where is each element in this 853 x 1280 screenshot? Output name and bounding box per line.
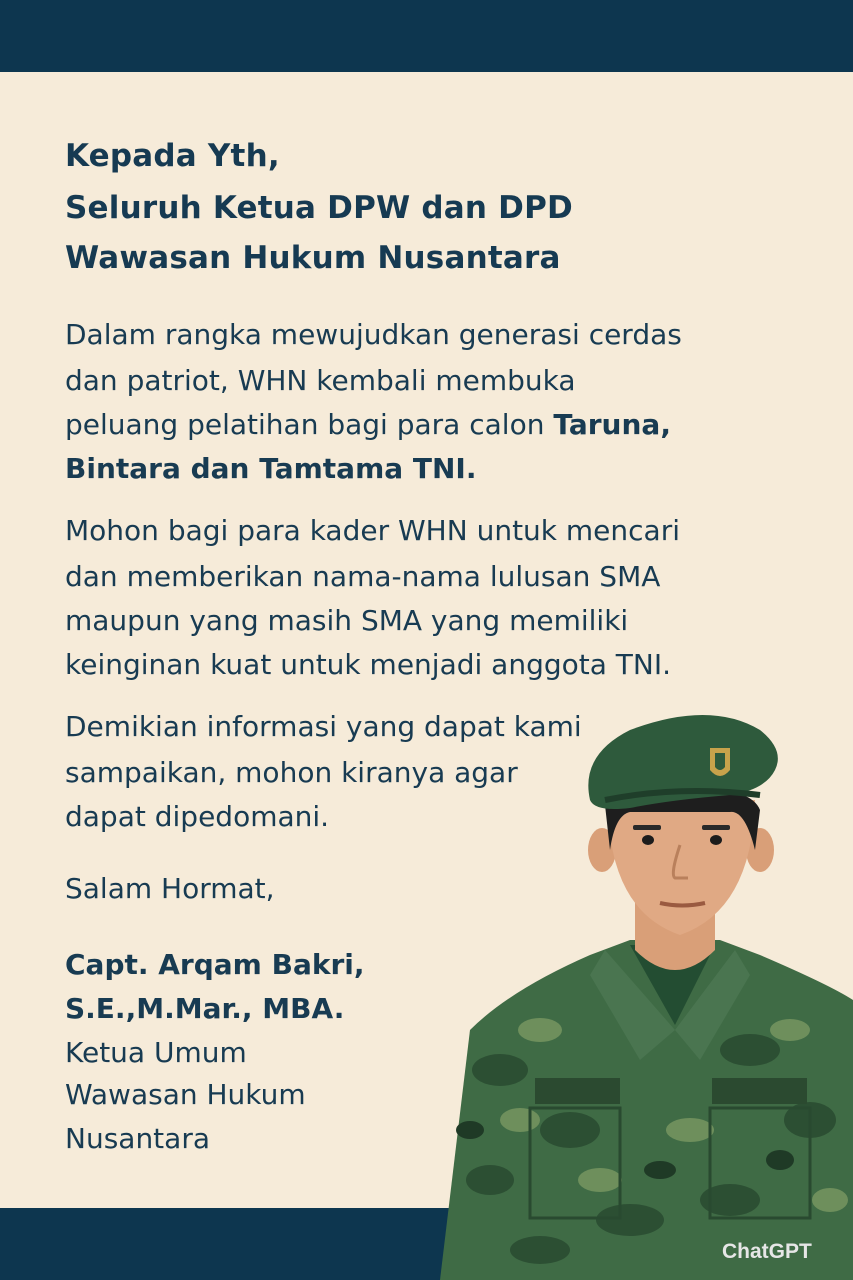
paragraph3-line-1: Demikian informasi yang dapat kami bbox=[65, 710, 582, 743]
paragraph3-line-2: sampaikan, mohon kiranya agar bbox=[65, 756, 518, 789]
paragraph1-line-3-normal: peluang pelatihan bagi para calon bbox=[65, 408, 554, 441]
left-eye bbox=[642, 835, 654, 845]
paragraph1-line-2: dan patriot, WHN kembali membuka bbox=[65, 364, 576, 397]
paragraph1-line-4: Bintara dan Tamtama TNI. bbox=[65, 452, 477, 485]
signatory-name-line-2: S.E.,M.Mar., MBA. bbox=[65, 992, 345, 1025]
salutation-line-2: Seluruh Ketua DPW dan DPD bbox=[65, 190, 573, 226]
signatory-name-line-1: Capt. Arqam Bakri, bbox=[65, 948, 365, 981]
paragraph2-line-2: dan memberikan nama-nama lulusan SMA bbox=[65, 560, 661, 593]
right-eye bbox=[710, 835, 722, 845]
top-banner-bar bbox=[0, 0, 853, 72]
salutation-line-1: Kepada Yth, bbox=[65, 138, 280, 174]
soldier-illustration bbox=[430, 700, 853, 1280]
right-eyebrow bbox=[702, 825, 730, 830]
paragraph1-line-3 bbox=[65, 408, 671, 441]
paragraph2-line-3: maupun yang masih SMA yang memiliki bbox=[65, 604, 629, 637]
face bbox=[608, 800, 755, 935]
watermark: ChatGPT bbox=[722, 1240, 812, 1263]
signatory-title-line-3: Nusantara bbox=[65, 1122, 210, 1155]
paragraph1-line-3-bold: Taruna, bbox=[553, 408, 671, 441]
paragraph2-line-1: Mohon bagi para kader WHN untuk mencari bbox=[65, 514, 681, 547]
paragraph1-line-1: Dalam rangka mewujudkan generasi cerdas bbox=[65, 318, 682, 351]
signatory-title-line-1: Ketua Umum bbox=[65, 1036, 247, 1069]
paragraph3-line-3: dapat dipedomani. bbox=[65, 800, 330, 833]
left-eyebrow bbox=[633, 825, 661, 830]
salutation-line-3: Wawasan Hukum Nusantara bbox=[65, 240, 561, 276]
left-name-tape bbox=[535, 1078, 620, 1104]
closing-greeting: Salam Hormat, bbox=[65, 872, 275, 905]
right-name-tape bbox=[712, 1078, 807, 1104]
paragraph2-line-4: keinginan kuat untuk menjadi anggota TNI. bbox=[65, 648, 672, 681]
signatory-title-line-2: Wawasan Hukum bbox=[65, 1078, 306, 1111]
